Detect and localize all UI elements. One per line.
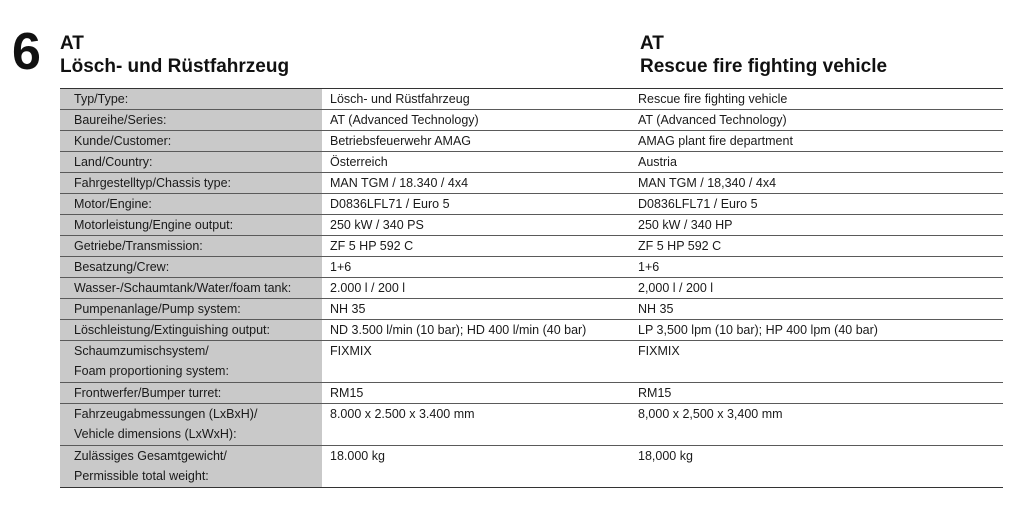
spec-value-english: 250 kW / 340 HP [630,215,1003,236]
spec-row [60,299,1003,320]
spec-row [60,194,1003,215]
spec-label [60,236,322,257]
spec-label-line: Kunde/Customer: [74,134,172,148]
spec-row [60,278,1003,299]
spec-row [60,320,1003,341]
spec-label-line: Motorleistung/Engine output: [74,218,234,232]
spec-value-german: 18.000 kg [322,446,630,488]
spec-label [60,215,322,236]
spec-value-english: 8,000 x 2,500 x 3,400 mm [630,404,1003,446]
spec-label-line: Wasser-/Schaumtank/Water/foam tank: [74,281,292,295]
spec-label [60,257,322,278]
spec-value-german: ND 3.500 l/min (10 bar); HD 400 l/min (40 bar) [322,320,630,341]
spec-label [60,446,322,488]
spec-label-line: Motor/Engine: [74,197,152,211]
spec-label-line: Pumpenanlage/Pump system: [74,302,241,316]
spec-value-english: FIXMIX [630,341,1003,383]
spec-row [60,173,1003,194]
spec-label [60,152,322,173]
spec-label [60,341,322,383]
spec-label-line: Frontwerfer/Bumper turret: [74,386,222,400]
spec-label-line: Vehicle dimensions (LxWxH): [74,427,237,441]
spec-table [60,88,1003,488]
spec-label-line: Baureihe/Series: [74,113,167,127]
spec-label-line: Typ/Type: [74,92,129,106]
heading-english-title: Rescue fire fighting vehicle [640,56,888,77]
spec-label-line: Land/Country: [74,155,153,169]
spec-value-english: 2,000 l / 200 l [630,278,1003,299]
spec-value-english: ZF 5 HP 592 C [630,236,1003,257]
spec-row [60,131,1003,152]
spec-value-german: ZF 5 HP 592 C [322,236,630,257]
spec-row [60,215,1003,236]
spec-value-english: NH 35 [630,299,1003,320]
spec-value-german: 1+6 [322,257,630,278]
spec-label-line: Permissible total weight: [74,469,209,483]
section-number: 6 [12,23,41,81]
spec-row [60,152,1003,173]
spec-value-german: NH 35 [322,299,630,320]
heading-german [60,32,289,78]
spec-label-line: Besatzung/Crew: [74,260,170,274]
heading-german-title: Lösch- und Rüstfahrzeug [60,56,290,77]
spec-value-german: 8.000 x 2.500 x 3.400 mm [322,404,630,446]
spec-row [60,341,1003,383]
spec-label [60,110,322,131]
spec-value-english: Austria [630,152,1003,173]
spec-value-german: D0836LFL71 / Euro 5 [322,194,630,215]
heading-english-line1: AT [640,33,664,54]
spec-value-german: FIXMIX [322,341,630,383]
spec-label [60,404,322,446]
spec-label [60,89,322,110]
spec-label [60,383,322,404]
spec-label-line: Löschleistung/Extinguishing output: [74,323,270,337]
spec-value-german: Lösch- und Rüstfahrzeug [322,89,630,110]
spec-value-english: Rescue fire fighting vehicle [630,89,1003,110]
heading-english [640,32,887,78]
spec-label [60,131,322,152]
spec-value-english: D0836LFL71 / Euro 5 [630,194,1003,215]
spec-row [60,446,1003,488]
spec-value-english: AMAG plant fire department [630,131,1003,152]
spec-label [60,194,322,215]
spec-value-english: RM15 [630,383,1003,404]
spec-label-line: Schaumzumischsystem/ [74,344,209,358]
spec-label [60,320,322,341]
spec-row [60,89,1003,110]
spec-value-english: 18,000 kg [630,446,1003,488]
spec-value-german: Österreich [322,152,630,173]
spec-value-english: 1+6 [630,257,1003,278]
spec-label [60,173,322,194]
spec-value-german: 2.000 l / 200 l [322,278,630,299]
spec-row [60,383,1003,404]
spec-label [60,299,322,320]
spec-value-german: MAN TGM / 18.340 / 4x4 [322,173,630,194]
spec-label [60,278,322,299]
spec-value-english: MAN TGM / 18,340 / 4x4 [630,173,1003,194]
spec-row [60,110,1003,131]
spec-value-german: 250 kW / 340 PS [322,215,630,236]
spec-table-body [60,89,1003,488]
spec-row [60,404,1003,446]
heading-german-line1: AT [60,33,84,54]
spec-label-line: Zulässiges Gesamtgewicht/ [74,449,227,463]
spec-label-line: Foam proportioning system: [74,364,229,378]
spec-label-line: Fahrgestelltyp/Chassis type: [74,176,232,190]
spec-value-english: AT (Advanced Technology) [630,110,1003,131]
spec-row [60,236,1003,257]
spec-row [60,257,1003,278]
spec-value-german: RM15 [322,383,630,404]
spec-label-line: Fahrzeugabmessungen (LxBxH)/ [74,407,258,421]
spec-value-german: Betriebsfeuerwehr AMAG [322,131,630,152]
spec-label-line: Getriebe/Transmission: [74,239,203,253]
spec-value-german: AT (Advanced Technology) [322,110,630,131]
spec-value-english: LP 3,500 lpm (10 bar); HP 400 lpm (40 bar) [630,320,1003,341]
